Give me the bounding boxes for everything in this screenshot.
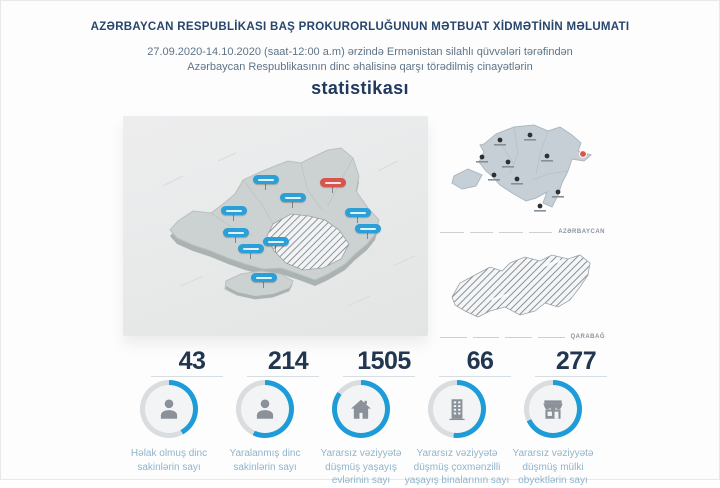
capital-dot xyxy=(580,151,587,158)
divider xyxy=(470,232,494,233)
stat-value: 66 xyxy=(466,347,494,375)
divider xyxy=(440,337,467,338)
stat-item-buildings xyxy=(404,346,510,488)
stat-item-deaths xyxy=(121,346,217,488)
map-marker-highlight xyxy=(320,178,346,187)
stat-label: Həlak olmuş dinc sakinlərin sayı xyxy=(130,448,208,473)
connector-line xyxy=(151,376,223,377)
map-marker xyxy=(253,175,279,184)
isometric-map xyxy=(123,116,428,336)
stat-label: Yaralanmış dinc sakinlərin sayı xyxy=(229,448,301,473)
divider xyxy=(499,232,523,233)
building-icon xyxy=(444,396,470,422)
person-icon xyxy=(156,396,182,422)
right-maps-column xyxy=(440,114,605,339)
stats-row xyxy=(1,346,720,488)
progress-ring xyxy=(236,380,294,438)
subtitle-line1: 27.09.2020-14.10.2020 (saat-12:00 a.m) ərzində Ermənistan silahlı qüvvələri tərəfindən xyxy=(147,46,573,58)
subtitle-line2: Azərbaycan Respublikasının dinc əhalisinə qarşı törədilmiş cinayətlərin xyxy=(187,61,533,73)
shop-icon xyxy=(540,396,566,422)
progress-ring xyxy=(140,380,198,438)
stat-value: 277 xyxy=(555,347,597,375)
house-icon xyxy=(348,396,374,422)
map-marker xyxy=(221,206,247,215)
karabakh-map xyxy=(440,245,605,340)
map-marker xyxy=(263,237,289,246)
maps-section xyxy=(123,114,605,339)
map-marker xyxy=(345,208,371,217)
divider xyxy=(529,232,553,233)
subtitle-emphasis: statistikası xyxy=(311,78,409,98)
azerbaijan-map xyxy=(440,114,605,235)
stat-item-injured xyxy=(217,346,313,488)
progress-ring xyxy=(428,380,486,438)
stat-value: 43 xyxy=(178,347,206,375)
divider xyxy=(440,232,464,233)
divider xyxy=(538,337,565,338)
stat-label: Yararsız vəziyyətə düşmüş yaşayış evlərinin sayı xyxy=(320,448,402,486)
divider xyxy=(473,337,500,338)
karabakh-caption-row xyxy=(440,334,605,340)
stat-value: 214 xyxy=(267,347,309,375)
connector-line xyxy=(535,376,607,377)
connector-line xyxy=(247,376,319,377)
azerbaijan-caption-row xyxy=(440,229,605,235)
person-icon xyxy=(252,396,278,422)
map-marker xyxy=(251,273,277,282)
stat-label: Yararsız vəziyyətə düşmüş çoxmənzilli yaşayış binalarının sayı xyxy=(404,448,510,486)
stat-item-civil-objects xyxy=(505,346,601,488)
page-title: AZƏRBAYCAN RESPUBLİKASI BAŞ PROKURORLUĞUNUN MƏTBUAT XİDMƏTİNİN MƏLUMATI xyxy=(90,21,630,33)
header xyxy=(1,1,719,99)
divider xyxy=(505,337,532,338)
map-marker xyxy=(238,244,264,253)
connector-line xyxy=(343,376,415,377)
connector-line xyxy=(439,376,511,377)
map-marker xyxy=(280,193,306,202)
subtitle xyxy=(1,45,719,75)
karabakh-caption: QARABAĞ xyxy=(570,334,605,340)
isometric-map-panel xyxy=(123,116,428,336)
progress-ring xyxy=(332,380,390,438)
stat-item-houses xyxy=(313,346,409,488)
stat-label: Yararsız vəziyyətə düşmüş mülki obyektlərin sayı xyxy=(512,448,594,486)
map-marker xyxy=(223,228,249,237)
progress-ring xyxy=(524,380,582,438)
stat-value: 1505 xyxy=(357,347,411,375)
map-marker xyxy=(355,224,381,233)
azerbaijan-caption: AZƏRBAYCAN xyxy=(558,229,605,235)
